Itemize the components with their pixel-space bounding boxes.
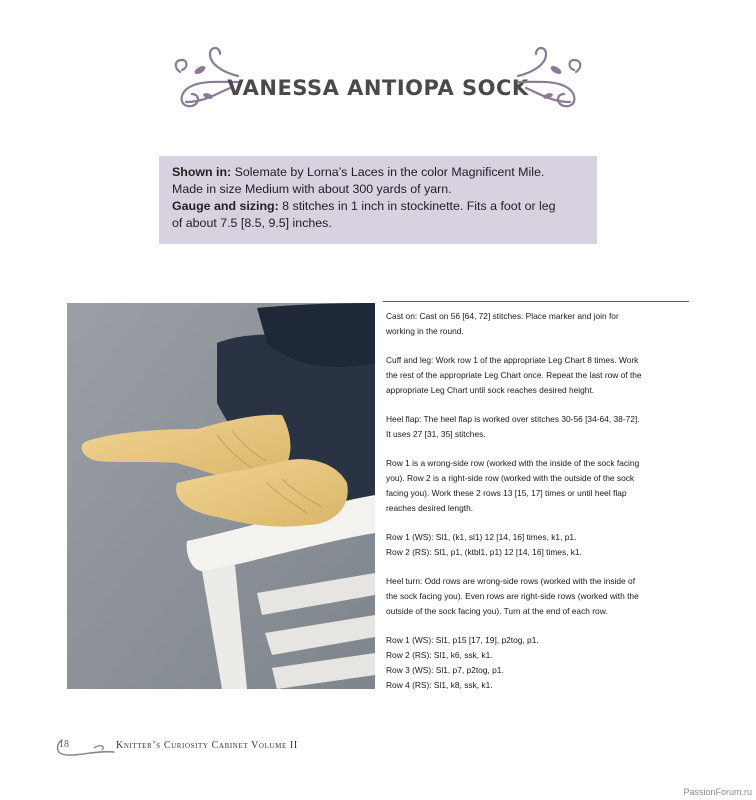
section-divider [383,301,689,302]
flap-rows-paragraph: Row 1 (WS): Sl1, (k1, sl1) 12 [14, 16] times, k1, p1. Row 2 (RS): Sl1, p1, (ktbl1, p1) 12 [14, 16] times, k1. [386,532,582,557]
site-watermark: PassionForum.ru [683,787,752,797]
row-note-paragraph: Row 1 is a wrong-side row (worked with the inside of the sock facing you). Row 2 is a right-side row (worked with the outside of the sock facing you). Work these 2 rows 13 [15, 17] times or until heel flap reaches desired length. [386,458,640,513]
shown-in-text: Solemate by Lorna’s Laces in the color Magnificent Mile. [231,165,545,179]
cuff-leg-paragraph: Cuff and leg: Work row 1 of the appropriate Leg Chart 8 times. Work the rest of the appropriate Leg Chart once. Repeat the last row of the appropriate Leg Chart until sock reaches desired height. [386,355,642,395]
cast-on-paragraph: Cast on: Cast on 56 [64, 72] stitches. Place marker and join for working in the round. [386,311,619,336]
gauge-line [172,198,585,215]
heel-turn-paragraph: Heel turn: Odd rows are wrong-side rows (worked with the inside of the sock facing you). Even rows are right-side rows (worked with the outside of the sock facing you). Turn at the end of each row. [386,576,639,616]
book-title: Knitter’s Curiosity Cabinet Volume II [116,740,298,751]
heel-flap-paragraph: Heel flap: The heel flap is worked over stitches 30-56 [34-64, 38-72]. It uses 27 [31, 35] stitches. [386,414,640,439]
gauge-label: Gauge and sizing: [172,199,279,213]
pattern-title: VANESSA ANTIOPA SOCK [227,76,529,100]
made-in-line: Made in size Medium with about 300 yards of yarn. [172,182,452,196]
page-number: 18 [59,739,69,750]
shown-in-label: Shown in: [172,165,232,179]
turn-rows-paragraph: Row 1 (WS): Sl1, p15 [17, 19], p2tog, p1. Row 2 (RS): Sl1, k6, ssk, k1. Row 3 (WS): Sl1, p7, p2tog, p1. Row 4 (RS): Sl1, k8, ssk, k1. [386,635,539,690]
sock-photo [67,303,375,689]
right-flourish-ornament [516,42,596,114]
shown-in-line [172,164,585,181]
pattern-instructions [386,309,688,707]
gauge-line-2: of about 7.5 [8.5, 9.5] inches. [172,216,332,230]
gauge-text: 8 stitches in 1 inch in stockinette. Fits a foot or leg [278,199,556,213]
page-footer [54,736,354,758]
pattern-info-box [159,156,597,244]
